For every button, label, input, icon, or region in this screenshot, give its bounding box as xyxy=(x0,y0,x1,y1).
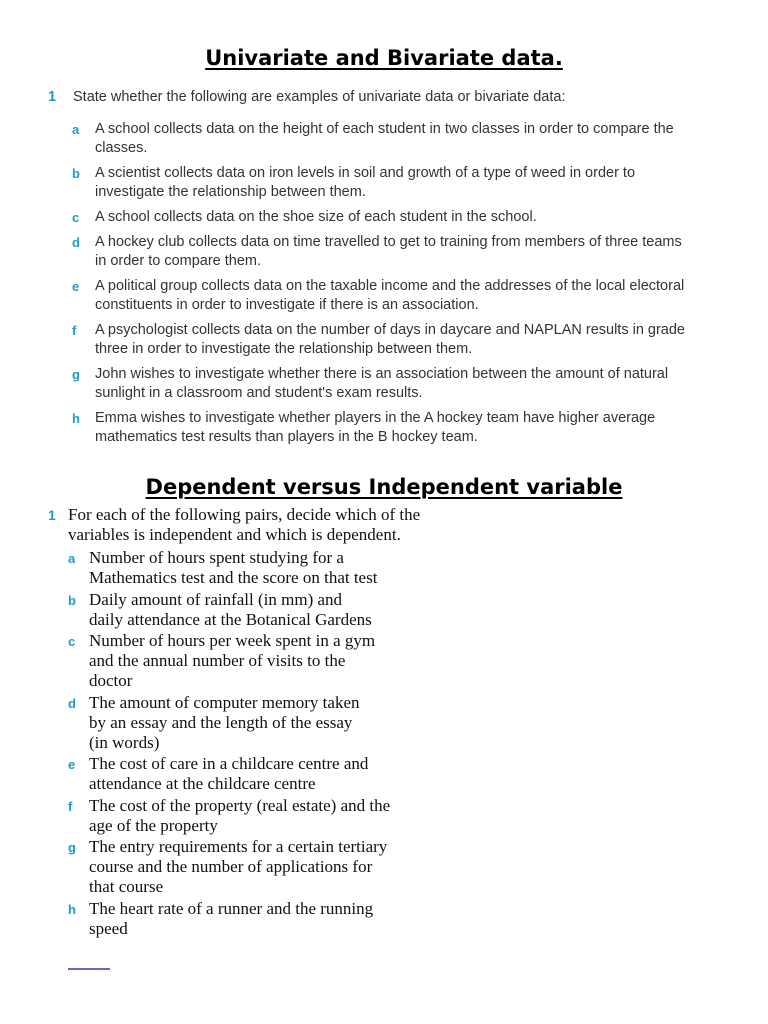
item-line: course and the number of applications for xyxy=(89,857,373,876)
item-letter: d xyxy=(68,695,76,711)
list-item-f xyxy=(68,795,429,836)
item-line: doctor xyxy=(89,671,133,690)
item-letter: h xyxy=(68,901,76,917)
item-letter: f xyxy=(68,798,73,814)
item-letter: e xyxy=(68,757,76,772)
item-letter: e xyxy=(72,279,80,294)
item-line: The cost of the property (real estate) and the xyxy=(89,795,391,815)
item-letter: g xyxy=(68,840,76,855)
item-line: that course xyxy=(89,877,164,896)
dependent-independent-exercise xyxy=(0,505,768,939)
item-letter: c xyxy=(72,210,80,225)
question-text: For each of the following pairs, decide which of the variables is independent and which is dependent. xyxy=(68,505,421,544)
item-letter: f xyxy=(72,323,77,338)
list-item-a xyxy=(68,548,429,588)
list-item-f xyxy=(72,321,685,359)
question-prompt xyxy=(48,505,428,545)
list-item-e xyxy=(68,754,429,794)
list-item-g xyxy=(68,837,429,897)
univariate-bivariate-exercise xyxy=(0,88,768,447)
item-line: Number of hours spent studying for a xyxy=(89,548,344,567)
section-title-univariate-bivariate: Univariate and Bivariate data. xyxy=(205,46,563,70)
item-line: attendance at the childcare centre xyxy=(89,774,316,793)
item-list xyxy=(0,120,768,447)
item-line: The heart rate of a runner and the running xyxy=(89,898,374,918)
question-prompt xyxy=(48,88,768,107)
item-letter: a xyxy=(68,551,76,566)
list-item-g xyxy=(72,365,685,403)
list-item-a xyxy=(72,120,685,158)
item-letter: h xyxy=(72,411,80,426)
item-line: (in words) xyxy=(89,732,160,752)
list-item-d xyxy=(72,233,685,271)
item-text: A scientist collects data on iron levels in soil and growth of a type of weed in order to investigate the relationship between them. xyxy=(95,165,636,200)
list-item-b xyxy=(72,164,685,202)
item-text: A political group collects data on the taxable income and the addresses of the local electoral constituents in order to investigate if there is an association. xyxy=(95,278,685,313)
item-text: A psychologist collects data on the number of days in daycare and NAPLAN results in grade three in order to investigate the relationship between them. xyxy=(95,322,685,357)
item-line: age of the property xyxy=(89,815,218,835)
item-line: The amount of computer memory taken xyxy=(89,692,360,712)
question-number: 1 xyxy=(48,507,56,523)
item-line: and the annual number of visits to the xyxy=(89,651,346,670)
item-line: Daily amount of rainfall (in mm) and xyxy=(89,589,343,609)
item-letter: c xyxy=(68,634,76,649)
item-text: Emma wishes to investigate whether players in the A hockey team have higher average mathematics test results than players in the B hockey team. xyxy=(95,410,656,445)
item-line: Number of hours per week spent in a gym xyxy=(89,631,376,650)
item-line: The cost of care in a childcare centre and xyxy=(89,754,369,773)
list-item-h xyxy=(68,898,429,939)
item-line: daily attendance at the Botanical Gardens xyxy=(89,609,372,629)
list-item-b xyxy=(68,589,429,630)
item-text: A school collects data on the height of each student in two classes in order to compare the classes. xyxy=(95,121,674,156)
item-text: A school collects data on the shoe size of each student in the school. xyxy=(95,209,537,225)
list-item-d xyxy=(68,692,429,753)
text-cursor-marker xyxy=(68,968,110,970)
question-text: State whether the following are examples of univariate data or bivariate data: xyxy=(73,89,566,105)
item-line: The entry requirements for a certain tertiary xyxy=(89,837,388,856)
item-letter: b xyxy=(68,592,76,608)
item-letter: a xyxy=(72,122,80,137)
item-letter: d xyxy=(72,235,80,250)
item-line: Mathematics test and the score on that test xyxy=(89,568,378,587)
question-number: 1 xyxy=(48,89,57,105)
list-item-h xyxy=(72,409,685,447)
item-letter: g xyxy=(72,367,80,382)
item-line: by an essay and the length of the essay xyxy=(89,712,353,732)
item-text: A hockey club collects data on time travelled to get to training from members of three teams in order to compare them. xyxy=(95,234,682,269)
section-title-dependent-independent: Dependent versus Independent variable xyxy=(145,475,623,499)
list-item-e xyxy=(72,277,685,315)
item-text: John wishes to investigate whether there is an association between the amount of natural sunlight in a classroom and student's exam results. xyxy=(95,366,669,401)
list-item-c xyxy=(68,631,429,691)
item-line: speed xyxy=(89,918,128,938)
list-item-c xyxy=(72,208,685,227)
item-letter: b xyxy=(72,166,80,181)
item-list xyxy=(0,548,768,939)
